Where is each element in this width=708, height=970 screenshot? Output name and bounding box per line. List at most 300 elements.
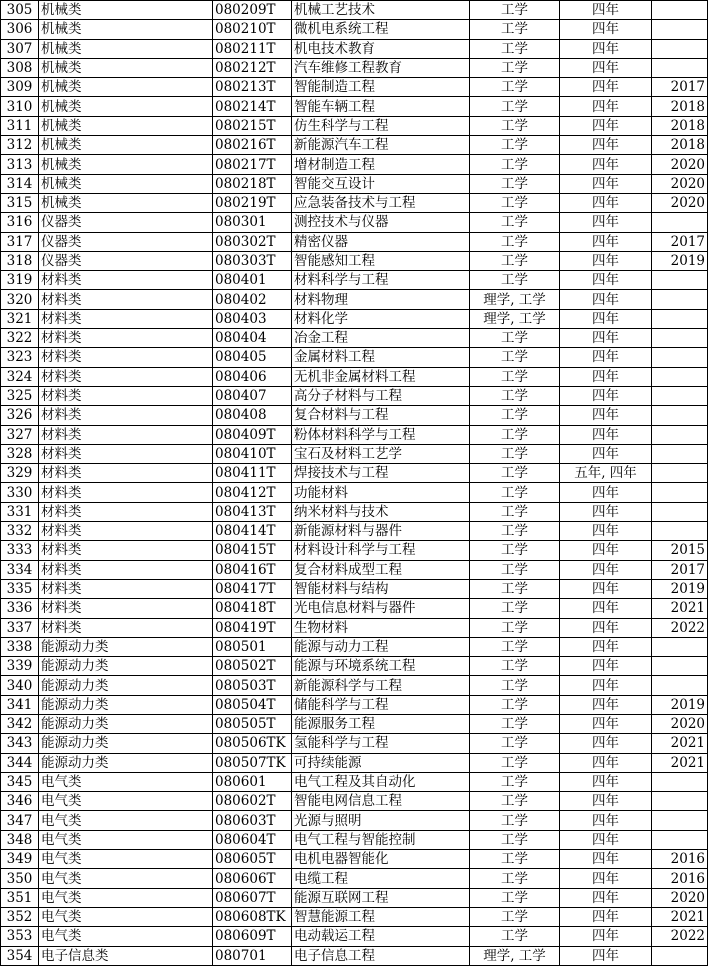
degree-cell: 工学 bbox=[470, 232, 560, 251]
category-cell: 机械类 bbox=[39, 116, 213, 135]
year-added-cell bbox=[652, 425, 708, 444]
table-row bbox=[1, 271, 708, 290]
category-cell: 材料类 bbox=[39, 464, 213, 483]
category-cell: 材料类 bbox=[39, 386, 213, 405]
category-cell: 能源动力类 bbox=[39, 637, 213, 656]
year-added-cell bbox=[652, 772, 708, 791]
table-row bbox=[1, 116, 708, 135]
major-name-cell: 材料化学 bbox=[292, 309, 470, 328]
year-added-cell bbox=[652, 830, 708, 849]
row-number: 330 bbox=[1, 483, 39, 502]
degree-cell: 工学 bbox=[470, 367, 560, 386]
year-added-cell bbox=[652, 39, 708, 58]
major-name-cell: 能源互联网工程 bbox=[292, 888, 470, 907]
table-row bbox=[1, 464, 708, 483]
year-added-cell: 2020 bbox=[652, 155, 708, 174]
degree-cell: 工学 bbox=[470, 714, 560, 733]
degree-cell: 工学 bbox=[470, 97, 560, 116]
table-row bbox=[1, 541, 708, 560]
year-added-cell bbox=[652, 309, 708, 328]
duration-cell: 四年 bbox=[560, 714, 652, 733]
major-name-cell: 光源与照明 bbox=[292, 811, 470, 830]
duration-cell: 四年 bbox=[560, 251, 652, 270]
major-code-cell: 080411T bbox=[213, 464, 292, 483]
table-row bbox=[1, 193, 708, 212]
degree-cell: 工学 bbox=[470, 560, 560, 579]
year-added-cell bbox=[652, 502, 708, 521]
year-added-cell: 2015 bbox=[652, 541, 708, 560]
degree-cell: 工学 bbox=[470, 1, 560, 20]
major-name-cell: 精密仪器 bbox=[292, 232, 470, 251]
degree-cell: 理学, 工学 bbox=[470, 946, 560, 965]
degree-cell: 工学 bbox=[470, 348, 560, 367]
degree-cell: 工学 bbox=[470, 58, 560, 77]
major-code-cell: 080607T bbox=[213, 888, 292, 907]
major-name-cell: 应急装备技术与工程 bbox=[292, 193, 470, 212]
row-number: 324 bbox=[1, 367, 39, 386]
degree-cell: 工学 bbox=[470, 502, 560, 521]
major-name-cell: 汽车维修工程教育 bbox=[292, 58, 470, 77]
duration-cell: 四年 bbox=[560, 483, 652, 502]
major-name-cell: 冶金工程 bbox=[292, 329, 470, 348]
row-number: 326 bbox=[1, 406, 39, 425]
duration-cell: 四年 bbox=[560, 579, 652, 598]
table-row bbox=[1, 560, 708, 579]
duration-cell: 四年 bbox=[560, 618, 652, 637]
year-added-cell: 2017 bbox=[652, 78, 708, 97]
category-cell: 能源动力类 bbox=[39, 657, 213, 676]
table-row bbox=[1, 39, 708, 58]
duration-cell: 四年 bbox=[560, 753, 652, 772]
row-number: 350 bbox=[1, 869, 39, 888]
table-row bbox=[1, 888, 708, 907]
major-code-cell: 080217T bbox=[213, 155, 292, 174]
duration-cell: 四年 bbox=[560, 386, 652, 405]
category-cell: 机械类 bbox=[39, 155, 213, 174]
major-code-cell: 080409T bbox=[213, 425, 292, 444]
major-code-cell: 080303T bbox=[213, 251, 292, 270]
degree-cell: 工学 bbox=[470, 753, 560, 772]
category-cell: 材料类 bbox=[39, 483, 213, 502]
duration-cell: 四年 bbox=[560, 850, 652, 869]
degree-cell: 工学 bbox=[470, 888, 560, 907]
row-number: 339 bbox=[1, 657, 39, 676]
category-cell: 材料类 bbox=[39, 309, 213, 328]
major-name-cell: 智能交互设计 bbox=[292, 174, 470, 193]
duration-cell: 四年 bbox=[560, 907, 652, 926]
category-cell: 材料类 bbox=[39, 271, 213, 290]
year-added-cell bbox=[652, 348, 708, 367]
row-number: 306 bbox=[1, 20, 39, 39]
category-cell: 机械类 bbox=[39, 39, 213, 58]
degree-cell: 工学 bbox=[470, 811, 560, 830]
table-row bbox=[1, 483, 708, 502]
duration-cell: 四年 bbox=[560, 174, 652, 193]
year-added-cell: 2020 bbox=[652, 888, 708, 907]
row-number: 346 bbox=[1, 792, 39, 811]
year-added-cell: 2022 bbox=[652, 618, 708, 637]
degree-cell: 工学 bbox=[470, 193, 560, 212]
category-cell: 材料类 bbox=[39, 522, 213, 541]
row-number: 317 bbox=[1, 232, 39, 251]
row-number: 325 bbox=[1, 386, 39, 405]
year-added-cell: 2017 bbox=[652, 232, 708, 251]
major-name-cell: 智能车辆工程 bbox=[292, 97, 470, 116]
year-added-cell bbox=[652, 483, 708, 502]
category-cell: 电气类 bbox=[39, 772, 213, 791]
degree-cell: 工学 bbox=[470, 869, 560, 888]
row-number: 309 bbox=[1, 78, 39, 97]
year-added-cell bbox=[652, 367, 708, 386]
duration-cell: 四年 bbox=[560, 20, 652, 39]
duration-cell: 四年 bbox=[560, 213, 652, 232]
category-cell: 材料类 bbox=[39, 618, 213, 637]
category-cell: 能源动力类 bbox=[39, 714, 213, 733]
degree-cell: 工学 bbox=[470, 78, 560, 97]
year-added-cell: 2022 bbox=[652, 927, 708, 946]
category-cell: 仪器类 bbox=[39, 213, 213, 232]
row-number: 335 bbox=[1, 579, 39, 598]
table-row bbox=[1, 348, 708, 367]
major-code-cell: 080211T bbox=[213, 39, 292, 58]
major-name-cell: 储能科学与工程 bbox=[292, 695, 470, 714]
degree-cell: 工学 bbox=[470, 406, 560, 425]
table-row bbox=[1, 695, 708, 714]
row-number: 320 bbox=[1, 290, 39, 309]
duration-cell: 四年 bbox=[560, 271, 652, 290]
table-row bbox=[1, 329, 708, 348]
degree-cell: 工学 bbox=[470, 155, 560, 174]
degree-cell: 工学 bbox=[470, 20, 560, 39]
year-added-cell bbox=[652, 811, 708, 830]
duration-cell: 四年 bbox=[560, 97, 652, 116]
degree-cell: 工学 bbox=[470, 425, 560, 444]
category-cell: 能源动力类 bbox=[39, 676, 213, 695]
duration-cell: 四年 bbox=[560, 657, 652, 676]
duration-cell: 四年 bbox=[560, 425, 652, 444]
category-cell: 材料类 bbox=[39, 425, 213, 444]
table-row bbox=[1, 251, 708, 270]
major-name-cell: 智能制造工程 bbox=[292, 78, 470, 97]
major-name-cell: 电气工程及其自动化 bbox=[292, 772, 470, 791]
year-added-cell: 2021 bbox=[652, 599, 708, 618]
degree-cell: 工学 bbox=[470, 251, 560, 270]
category-cell: 电气类 bbox=[39, 811, 213, 830]
duration-cell: 五年, 四年 bbox=[560, 464, 652, 483]
degree-cell: 理学, 工学 bbox=[470, 309, 560, 328]
major-name-cell: 能源与环境系统工程 bbox=[292, 657, 470, 676]
table-row bbox=[1, 1, 708, 20]
major-code-cell: 080419T bbox=[213, 618, 292, 637]
major-code-cell: 080302T bbox=[213, 232, 292, 251]
degree-cell: 工学 bbox=[470, 792, 560, 811]
major-code-cell: 080609T bbox=[213, 927, 292, 946]
table-row bbox=[1, 579, 708, 598]
major-name-cell: 机电技术教育 bbox=[292, 39, 470, 58]
major-code-cell: 080407 bbox=[213, 386, 292, 405]
major-name-cell: 高分子材料与工程 bbox=[292, 386, 470, 405]
major-code-cell: 080501 bbox=[213, 637, 292, 656]
year-added-cell: 2021 bbox=[652, 907, 708, 926]
category-cell: 材料类 bbox=[39, 329, 213, 348]
table-row bbox=[1, 522, 708, 541]
category-cell: 能源动力类 bbox=[39, 695, 213, 714]
year-added-cell bbox=[652, 58, 708, 77]
major-name-cell: 宝石及材料工艺学 bbox=[292, 444, 470, 463]
major-name-cell: 光电信息材料与器件 bbox=[292, 599, 470, 618]
year-added-cell bbox=[652, 464, 708, 483]
year-added-cell bbox=[652, 386, 708, 405]
major-name-cell: 微机电系统工程 bbox=[292, 20, 470, 39]
duration-cell: 四年 bbox=[560, 541, 652, 560]
category-cell: 材料类 bbox=[39, 502, 213, 521]
degree-cell: 工学 bbox=[470, 637, 560, 656]
row-number: 307 bbox=[1, 39, 39, 58]
major-name-cell: 可持续能源 bbox=[292, 753, 470, 772]
year-added-cell: 2019 bbox=[652, 579, 708, 598]
table-row bbox=[1, 367, 708, 386]
major-code-cell: 080414T bbox=[213, 522, 292, 541]
major-code-cell: 080215T bbox=[213, 116, 292, 135]
degree-cell: 工学 bbox=[470, 657, 560, 676]
category-cell: 机械类 bbox=[39, 193, 213, 212]
major-name-cell: 材料科学与工程 bbox=[292, 271, 470, 290]
row-number: 313 bbox=[1, 155, 39, 174]
major-code-cell: 080403 bbox=[213, 309, 292, 328]
table-row bbox=[1, 155, 708, 174]
table-row bbox=[1, 425, 708, 444]
category-cell: 机械类 bbox=[39, 78, 213, 97]
major-code-cell: 080402 bbox=[213, 290, 292, 309]
duration-cell: 四年 bbox=[560, 637, 652, 656]
category-cell: 机械类 bbox=[39, 58, 213, 77]
major-code-cell: 080216T bbox=[213, 136, 292, 155]
duration-cell: 四年 bbox=[560, 502, 652, 521]
row-number: 328 bbox=[1, 444, 39, 463]
major-name-cell: 电缆工程 bbox=[292, 869, 470, 888]
table-row bbox=[1, 20, 708, 39]
category-cell: 电气类 bbox=[39, 888, 213, 907]
table-row bbox=[1, 290, 708, 309]
row-number: 347 bbox=[1, 811, 39, 830]
year-added-cell bbox=[652, 290, 708, 309]
category-cell: 电气类 bbox=[39, 927, 213, 946]
row-number: 334 bbox=[1, 560, 39, 579]
year-added-cell: 2016 bbox=[652, 850, 708, 869]
duration-cell: 四年 bbox=[560, 888, 652, 907]
row-number: 348 bbox=[1, 830, 39, 849]
category-cell: 材料类 bbox=[39, 406, 213, 425]
row-number: 323 bbox=[1, 348, 39, 367]
category-cell: 电气类 bbox=[39, 850, 213, 869]
duration-cell: 四年 bbox=[560, 367, 652, 386]
duration-cell: 四年 bbox=[560, 329, 652, 348]
year-added-cell bbox=[652, 657, 708, 676]
category-cell: 材料类 bbox=[39, 290, 213, 309]
table-row bbox=[1, 850, 708, 869]
category-cell: 电气类 bbox=[39, 830, 213, 849]
major-name-cell: 能源与动力工程 bbox=[292, 637, 470, 656]
degree-cell: 工学 bbox=[470, 599, 560, 618]
major-name-cell: 智能电网信息工程 bbox=[292, 792, 470, 811]
table-row bbox=[1, 406, 708, 425]
year-added-cell: 2020 bbox=[652, 174, 708, 193]
table-row bbox=[1, 618, 708, 637]
table-row bbox=[1, 811, 708, 830]
major-name-cell: 金属材料工程 bbox=[292, 348, 470, 367]
major-code-cell: 080412T bbox=[213, 483, 292, 502]
degree-cell: 工学 bbox=[470, 927, 560, 946]
table-row bbox=[1, 772, 708, 791]
category-cell: 机械类 bbox=[39, 136, 213, 155]
major-name-cell: 增材制造工程 bbox=[292, 155, 470, 174]
major-code-cell: 080604T bbox=[213, 830, 292, 849]
duration-cell: 四年 bbox=[560, 232, 652, 251]
table-row bbox=[1, 78, 708, 97]
table-row bbox=[1, 213, 708, 232]
year-added-cell bbox=[652, 406, 708, 425]
duration-cell: 四年 bbox=[560, 792, 652, 811]
degree-cell: 工学 bbox=[470, 850, 560, 869]
category-cell: 材料类 bbox=[39, 579, 213, 598]
row-number: 311 bbox=[1, 116, 39, 135]
category-cell: 机械类 bbox=[39, 97, 213, 116]
degree-cell: 理学, 工学 bbox=[470, 290, 560, 309]
year-added-cell: 2020 bbox=[652, 714, 708, 733]
duration-cell: 四年 bbox=[560, 78, 652, 97]
major-code-cell: 080209T bbox=[213, 1, 292, 20]
major-code-cell: 080507TK bbox=[213, 753, 292, 772]
duration-cell: 四年 bbox=[560, 599, 652, 618]
major-name-cell: 智能材料与结构 bbox=[292, 579, 470, 598]
row-number: 344 bbox=[1, 753, 39, 772]
year-added-cell: 2018 bbox=[652, 136, 708, 155]
row-number: 316 bbox=[1, 213, 39, 232]
duration-cell: 四年 bbox=[560, 734, 652, 753]
row-number: 345 bbox=[1, 772, 39, 791]
category-cell: 电气类 bbox=[39, 869, 213, 888]
major-name-cell: 氢能科学与工程 bbox=[292, 734, 470, 753]
major-name-cell: 纳米材料与技术 bbox=[292, 502, 470, 521]
major-code-cell: 080418T bbox=[213, 599, 292, 618]
degree-cell: 工学 bbox=[470, 483, 560, 502]
table-row bbox=[1, 444, 708, 463]
row-number: 331 bbox=[1, 502, 39, 521]
row-number: 342 bbox=[1, 714, 39, 733]
category-cell: 材料类 bbox=[39, 560, 213, 579]
row-number: 310 bbox=[1, 97, 39, 116]
duration-cell: 四年 bbox=[560, 811, 652, 830]
row-number: 308 bbox=[1, 58, 39, 77]
major-name-cell: 材料设计科学与工程 bbox=[292, 541, 470, 560]
major-name-cell: 材料物理 bbox=[292, 290, 470, 309]
table-row bbox=[1, 309, 708, 328]
row-number: 327 bbox=[1, 425, 39, 444]
major-code-cell: 080404 bbox=[213, 329, 292, 348]
year-added-cell bbox=[652, 213, 708, 232]
major-code-cell: 080608TK bbox=[213, 907, 292, 926]
major-code-cell: 080417T bbox=[213, 579, 292, 598]
row-number: 352 bbox=[1, 907, 39, 926]
degree-cell: 工学 bbox=[470, 907, 560, 926]
category-cell: 材料类 bbox=[39, 599, 213, 618]
category-cell: 能源动力类 bbox=[39, 734, 213, 753]
major-code-cell: 080606T bbox=[213, 869, 292, 888]
duration-cell: 四年 bbox=[560, 869, 652, 888]
row-number: 341 bbox=[1, 695, 39, 714]
duration-cell: 四年 bbox=[560, 39, 652, 58]
category-cell: 材料类 bbox=[39, 541, 213, 560]
year-added-cell: 2021 bbox=[652, 734, 708, 753]
table-row bbox=[1, 734, 708, 753]
major-name-cell: 机械工艺技术 bbox=[292, 1, 470, 20]
duration-cell: 四年 bbox=[560, 193, 652, 212]
degree-cell: 工学 bbox=[470, 136, 560, 155]
year-added-cell bbox=[652, 637, 708, 656]
row-number: 337 bbox=[1, 618, 39, 637]
row-number: 332 bbox=[1, 522, 39, 541]
year-added-cell: 2016 bbox=[652, 869, 708, 888]
degree-cell: 工学 bbox=[470, 444, 560, 463]
degree-cell: 工学 bbox=[470, 386, 560, 405]
major-code-cell: 080406 bbox=[213, 367, 292, 386]
major-code-cell: 080219T bbox=[213, 193, 292, 212]
major-code-cell: 080505T bbox=[213, 714, 292, 733]
degree-cell: 工学 bbox=[470, 734, 560, 753]
table-row bbox=[1, 637, 708, 656]
table-row bbox=[1, 830, 708, 849]
year-added-cell bbox=[652, 271, 708, 290]
table-row bbox=[1, 946, 708, 965]
duration-cell: 四年 bbox=[560, 560, 652, 579]
duration-cell: 四年 bbox=[560, 116, 652, 135]
major-name-cell: 仿生科学与工程 bbox=[292, 116, 470, 135]
category-cell: 能源动力类 bbox=[39, 753, 213, 772]
major-code-cell: 080504T bbox=[213, 695, 292, 714]
major-name-cell: 复合材料成型工程 bbox=[292, 560, 470, 579]
major-code-cell: 080408 bbox=[213, 406, 292, 425]
table-row bbox=[1, 714, 708, 733]
major-code-cell: 080301 bbox=[213, 213, 292, 232]
category-cell: 仪器类 bbox=[39, 232, 213, 251]
major-name-cell: 新能源材料与器件 bbox=[292, 522, 470, 541]
table-row bbox=[1, 753, 708, 772]
year-added-cell: 2018 bbox=[652, 116, 708, 135]
major-name-cell: 智能感知工程 bbox=[292, 251, 470, 270]
degree-cell: 工学 bbox=[470, 541, 560, 560]
major-name-cell: 电子信息工程 bbox=[292, 946, 470, 965]
degree-cell: 工学 bbox=[470, 618, 560, 637]
row-number: 349 bbox=[1, 850, 39, 869]
row-number: 329 bbox=[1, 464, 39, 483]
table-row bbox=[1, 869, 708, 888]
degree-cell: 工学 bbox=[470, 174, 560, 193]
major-name-cell: 无机非金属材料工程 bbox=[292, 367, 470, 386]
duration-cell: 四年 bbox=[560, 348, 652, 367]
duration-cell: 四年 bbox=[560, 309, 652, 328]
major-code-cell: 080415T bbox=[213, 541, 292, 560]
degree-cell: 工学 bbox=[470, 522, 560, 541]
year-added-cell bbox=[652, 792, 708, 811]
category-cell: 电气类 bbox=[39, 907, 213, 926]
major-code-cell: 080502T bbox=[213, 657, 292, 676]
table-row bbox=[1, 927, 708, 946]
row-number: 314 bbox=[1, 174, 39, 193]
degree-cell: 工学 bbox=[470, 329, 560, 348]
row-number: 343 bbox=[1, 734, 39, 753]
major-name-cell: 新能源汽车工程 bbox=[292, 136, 470, 155]
table-row bbox=[1, 136, 708, 155]
